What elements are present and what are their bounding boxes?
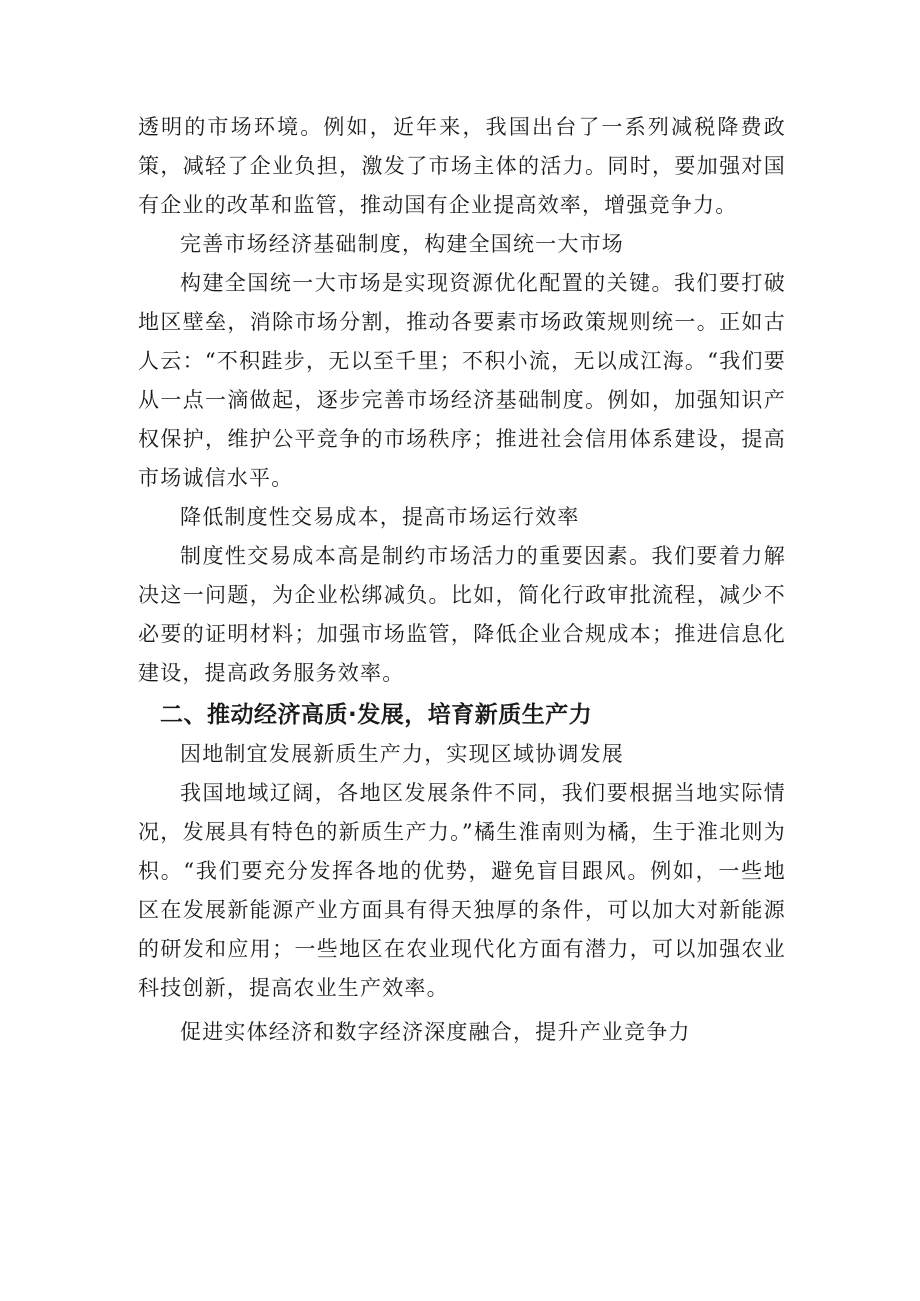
subheading-digital-economy: 促进实体经济和数字经济深度融合，提升产业竞争力 (180, 1020, 691, 1044)
body-paragraph-transaction-costs: 制度性交易成本高是制约市场活力的重要因素。我们要着力解决这一问题，为企业松绑减负。比如，简化行政审批流程，减少不必要的证明材料；加强市场监管，降低企业合规成本；推进信息化建设，提高政务服务效率。 (138, 544, 786, 685)
body-paragraph-continued: 透明的市场环境。例如，近年来，我国出台了一系列减税降费政策，减轻了企业负担，激发了市场主体的活力。同时，要加强对国有企业的改革和监管，推动国有企业提高效率，增强竞争力。 (138, 115, 786, 217)
subheading-regional-development: 因地制宜发展新质生产力，实现区域协调发展 (180, 742, 624, 766)
subheading-unified-market: 完善市场经济基础制度，构建全国统一大市场 (180, 232, 624, 256)
subheading-transaction-costs: 降低制度性交易成本，提高市场运行效率 (180, 505, 580, 529)
section-heading-two: 二、推动经济高质·发展，培育新质生产力 (160, 702, 593, 728)
body-paragraph-regional-development: 我国地域辽阔，各地区发展条件不同，我们要根据当地实际情况，发展具有特色的新质生产力。”橘生淮南则为橘，生于淮北则为枳。“我们要充分发挥各地的优势，避免盲目跟风。例如，一些地区在发展新能源产业方面具有得天独厚的条件，可以加大对新能源的研发和应用；一些地区在农业现代化方面有潜力，可以加强农业科技创新，提高农业生产效率。 (138, 781, 786, 1000)
body-paragraph-unified-market: 构建全国统一大市场是实现资源优化配置的关键。我们要打破地区壁垒，消除市场分割，推动各要素市场政策规则统一。正如古人云：“不积跬步，无以至千里；不积小流，无以成江海。“我们要从一点一滴做起，逐步完善市场经济基础制度。例如，加强知识产权保护，维护公平竞争的市场秩序；推进社会信用体系建设，提高市场诚信水平。 (138, 271, 786, 490)
document-page (138, 108, 786, 1052)
